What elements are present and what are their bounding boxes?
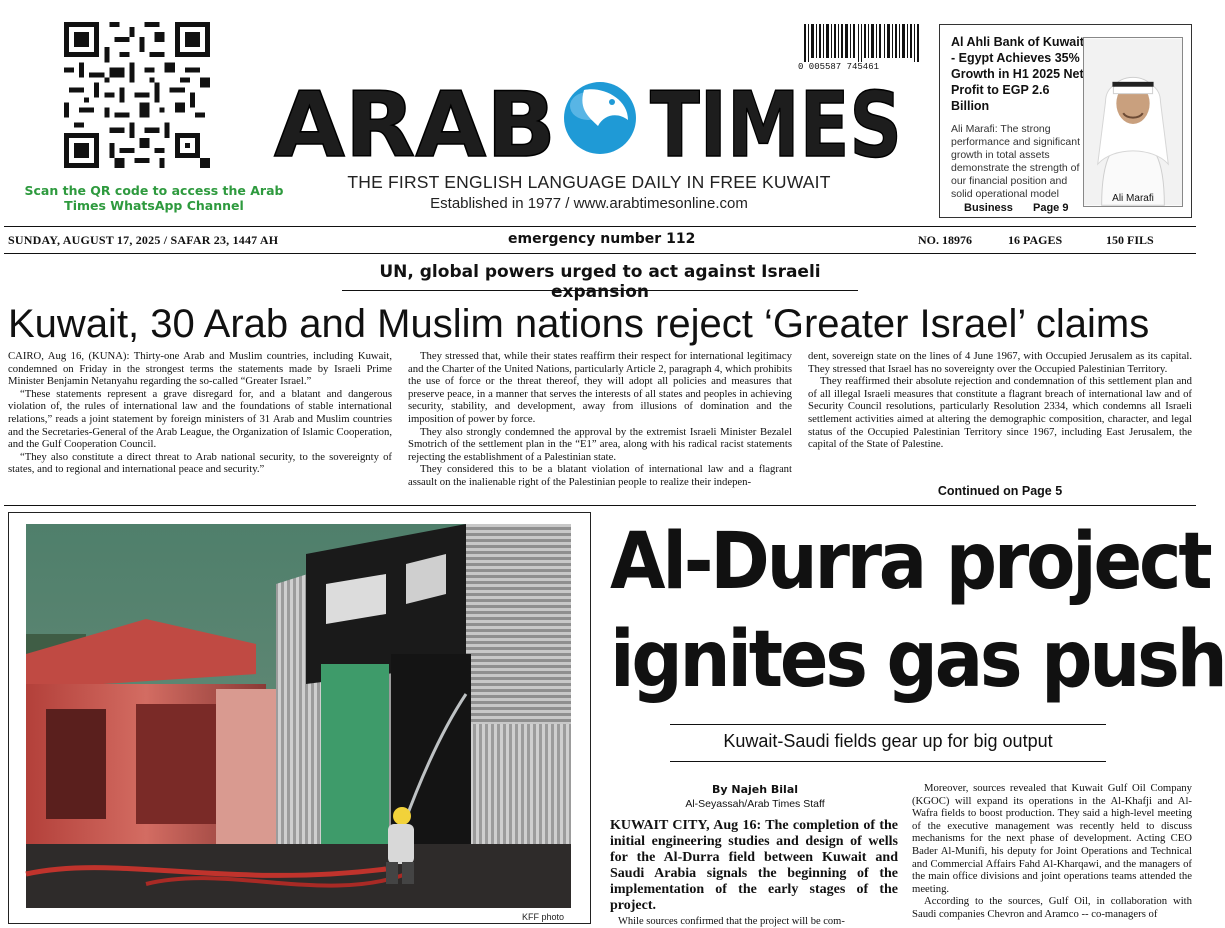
rule-middle — [4, 505, 1196, 506]
paragraph: “They also constitute a direct threat to Arab national security, to the sovereignty of states, and to regional and international peace and security.” — [8, 450, 392, 476]
date-bar — [8, 232, 1192, 250]
barcode — [798, 24, 930, 70]
paragraph: “These statements represent a grave disregard for, and a blatant and dangerous violation of, the rules of international law and the foundations of stable international relations,” reads a joint statement by foreign ministers of 31 Arab and Muslim countries and the Secretaries-General of the Arab League, the Organization of Islamic Cooperation, and the Gulf Cooperation Council. — [8, 387, 392, 451]
second-lede-continued: While sources confirmed that the project will be com- — [618, 916, 845, 927]
barcode-number: 0 005587 745461 — [798, 62, 880, 72]
paragraph: They considered this to be a blatant violation of international law and a flagrant assault on the inalienable right of the Palestinian people to realize their indepen- — [408, 463, 792, 488]
promo-headline[interactable]: Al Ahli Bank of Kuwait - Egypt Achieves 35% Growth in H1 2025 Net Profit to EGP 2.6 Billion — [951, 35, 1084, 113]
lead-kicker: UN, global powers urged to act against Israeli expansion — [379, 262, 821, 302]
emergency-number: emergency number 112 — [508, 231, 696, 247]
promo-section-label: Business — [964, 202, 1013, 214]
fire-warehouse-photo — [26, 524, 571, 908]
page-count: 16 PAGES — [1008, 233, 1063, 247]
rule-top — [4, 226, 1196, 227]
subhead-rule-bottom — [670, 761, 1106, 762]
logo-word-arab: ARAB — [274, 73, 556, 178]
issue-price: 150 FILS — [1106, 233, 1154, 247]
photo-credit: KFF photo — [522, 912, 565, 922]
globe-logo-icon — [564, 82, 636, 154]
byline-affiliation: Al-Seyassah/Arab Times Staff — [685, 798, 825, 810]
subhead-rule-top — [670, 724, 1106, 725]
portrait-caption: Ali Marafi — [1112, 193, 1154, 204]
promo-body: Ali Marafi: The strong performance and significant growth in total assets demonstrate the strength of our financial position and solid operational model — [951, 123, 1080, 200]
arab-times-logo — [272, 68, 906, 178]
second-lede: KUWAIT CITY, Aug 16: The completion of the initial engineering studies and design of wells for the Al-Durra field between Kuwait and Saudi Arabia signals the beginning of the implementation of the early stages of the project. — [610, 818, 898, 913]
second-column — [912, 782, 1192, 921]
paragraph: They reaffirmed their absolute rejection and condemnation of this settlement plan and of all illegal Israeli measures that constitute a flagrant breach of international law and of Security Council resolutions, particularly Resolution 2334, which condemns all Israeli settlement activities aimed at altering the demographic composition, character, and legal status of the Occupied Palestinian Territory since 1967, including East Jerusalem, the capital of the State of Palestine. — [808, 375, 1192, 451]
lead-column-3 — [808, 350, 1192, 451]
paragraph: According to the sources, Gulf Oil, in collaboration with Saudi companies Chevron and Aramco -- co-managers of — [912, 895, 1192, 920]
lead-column-2 — [408, 350, 792, 489]
second-headline-line-2[interactable]: ignites gas push — [610, 615, 1225, 705]
paragraph: They stressed that, while their states reaffirm their respect for international legitimacy and the Charter of the United Nations, particularly Article 2, paragraph 4, which prohibits the use of force or the threat thereof, they will adopt all policies and measures that preserve peace, in a manner that serves the interests of all states and peoples in achieving security, stability, and development, away from illusions of domination and the imposition of power by force. — [408, 350, 792, 425]
lead-column-1 — [8, 350, 392, 476]
masthead-tagline: THE FIRST ENGLISH LANGUAGE DAILY IN FREE KUWAIT — [347, 172, 831, 192]
paragraph: They also strongly condemned the approval by the extremist Israeli Minister Bezalel Smotrich of the settlement plan in the “E1” area, along with his radical racist statements rejecting the establishment of a Palestinian state. — [408, 425, 792, 463]
logo-word-times: TIMES — [650, 73, 902, 178]
second-subhead: Kuwait-Saudi fields gear up for big output — [723, 731, 1053, 751]
masthead-established: Established in 1977 / www.arabtimesonline.com — [430, 195, 748, 212]
issue-number: NO. 18976 — [918, 233, 972, 247]
rule-under-date — [4, 253, 1196, 254]
portrait-photo — [1083, 37, 1183, 207]
continued-link[interactable]: Continued on Page 5 — [937, 484, 1063, 498]
issue-date: SUNDAY, AUGUST 17, 2025 / SAFAR 23, 1447 AH — [8, 233, 279, 247]
promo-page-ref[interactable]: Page 9 — [1033, 202, 1069, 214]
paragraph: CAIRO, Aug 16, (KUNA): Thirty-one Arab and Muslim countries, including Kuwait, condemned on Friday in the strongest terms the statements made by Israeli Prime Minister Benjamin Netanyahu regarding the so-called “Greater Israel.” — [8, 350, 392, 388]
second-headline-line-1[interactable]: Al-Durra project — [610, 517, 1210, 607]
byline: By Najeh Bilal — [711, 783, 799, 796]
paragraph: dent, sovereign state on the lines of 4 June 1967, with Occupied Jerusalem as its capital. They stressed that Israel has no sovereignty over the Occupied Palestinian Territory. — [808, 350, 1192, 375]
business-promo-box[interactable] — [939, 24, 1192, 218]
kicker-rule — [342, 290, 858, 291]
paragraph: Moreover, sources revealed that Kuwait Gulf Oil Company (KGOC) will expand its operations in the Al-Khafji and Al-Wafra fields to boost production. They said a high-level meeting of the executive management was recently held to discuss mechanisms for the next phase of development. Acting CEO Bader Al-Munifi, his deputy for Joint Operations and Technical and Commercial Affairs Fahd Al-Kharqawi, and the managers of the main office divisions and joint operations teams attended the meeting. — [912, 782, 1192, 895]
whatsapp-qr-code[interactable] — [64, 22, 210, 168]
lead-headline[interactable]: Kuwait, 30 Arab and Muslim nations reject ‘Greater Israel’ claims — [8, 302, 1150, 346]
qr-caption: Scan the QR code to access the Arab Times WhatsApp Channel — [24, 183, 284, 213]
